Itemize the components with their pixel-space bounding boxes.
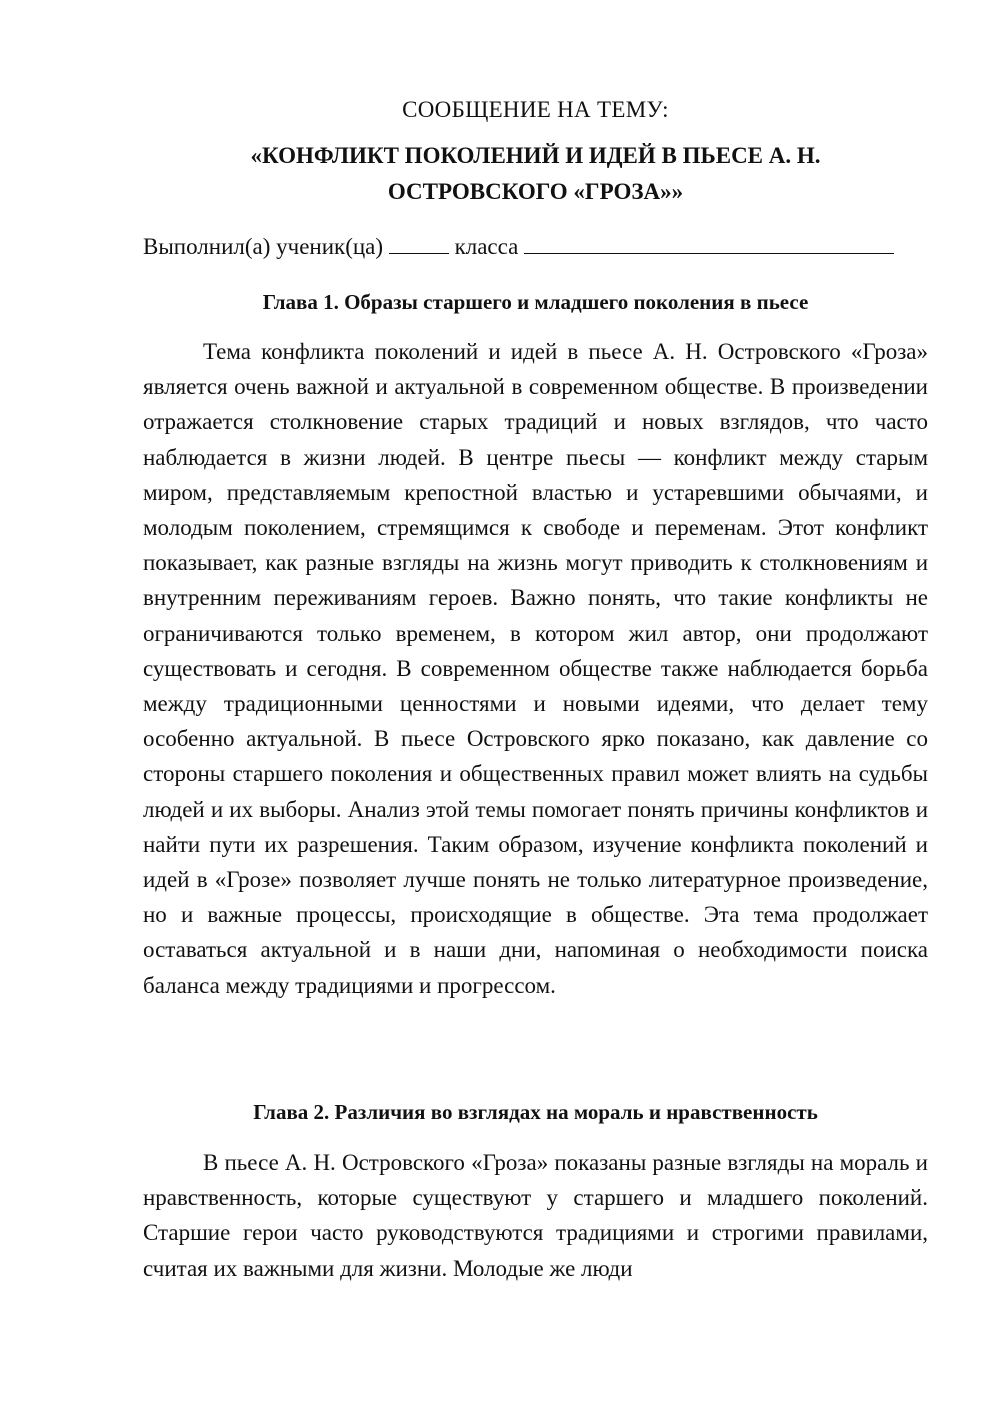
chapter-2-title: Глава 2. Различия во взглядах на мораль и нравственность [253,1100,818,1124]
student-name-blank [524,231,894,254]
author-prefix: Выполнил(а) ученик(ца) [143,234,384,259]
chapter-1-paragraph: Тема конфликта поколений и идей в пьесе А. Н. Островского «Гроза» является очень важной и актуальной в современном обществе. В произведении отражается столкновение старых традиций и новых взглядов, что часто наблюдается в жизни людей. В центре пьесы — конфликт между старым миром, представляемым крепостной властью и устаревшими обычаями, и молодым поколением, стремящимся к свободе и переменам. Этот конфликт показывает, как разные взгляды на жизнь могут приводить к столкновениям и внутренним переживаниям героев. Важно понять, что такие конфликты не ограничиваются только временем, в котором жил автор, они продолжают существовать и сегодня. В современном обществе также наблюдается борьба между традиционными ценностями и новыми идеями, что делает тему особенно актуальной. В пьесе Островского ярко показано, как давление со стороны старшего поколения и общественных правил может влиять на судьбы людей и их выборы. Анализ этой темы помогает понять причины конфликтов и найти пути их разрешения. Таким образом, изучение конфликта поколений и идей в «Грозе» позволяет лучше понять не только литературное произведение, но и важные процессы, происходящие в обществе. Эта тема продолжает оставаться актуальной и в наши дни, напоминая о необходимости поиска баланса между традициями и прогрессом. [143,339,928,998]
chapter-1-title: Глава 1. Образы старшего и младшего поколения в пьесе [262,290,809,314]
author-line [143,230,928,264]
author-class-word: класса [454,234,519,259]
chapter-2-paragraph: В пьесе А. Н. Островского «Гроза» показаны разные взгляды на мораль и нравственность, которые существуют у старшего и младшего поколений. Старшие герои часто руководствуются традициями и строгими правилами, считая их важными для жизни. Молодые же люди [143,1150,928,1281]
document-title [143,138,928,210]
class-number-blank [389,231,449,254]
document-title-line-1: «КОНФЛИКТ ПОКОЛЕНИЙ И ИДЕЙ В ПЬЕСЕ А. Н. [250,143,821,168]
document-title-line-2: ОСТРОВСКОГО «ГРОЗА»» [387,179,684,204]
document-label: СООБЩЕНИЕ НА ТЕМУ: [402,97,669,122]
